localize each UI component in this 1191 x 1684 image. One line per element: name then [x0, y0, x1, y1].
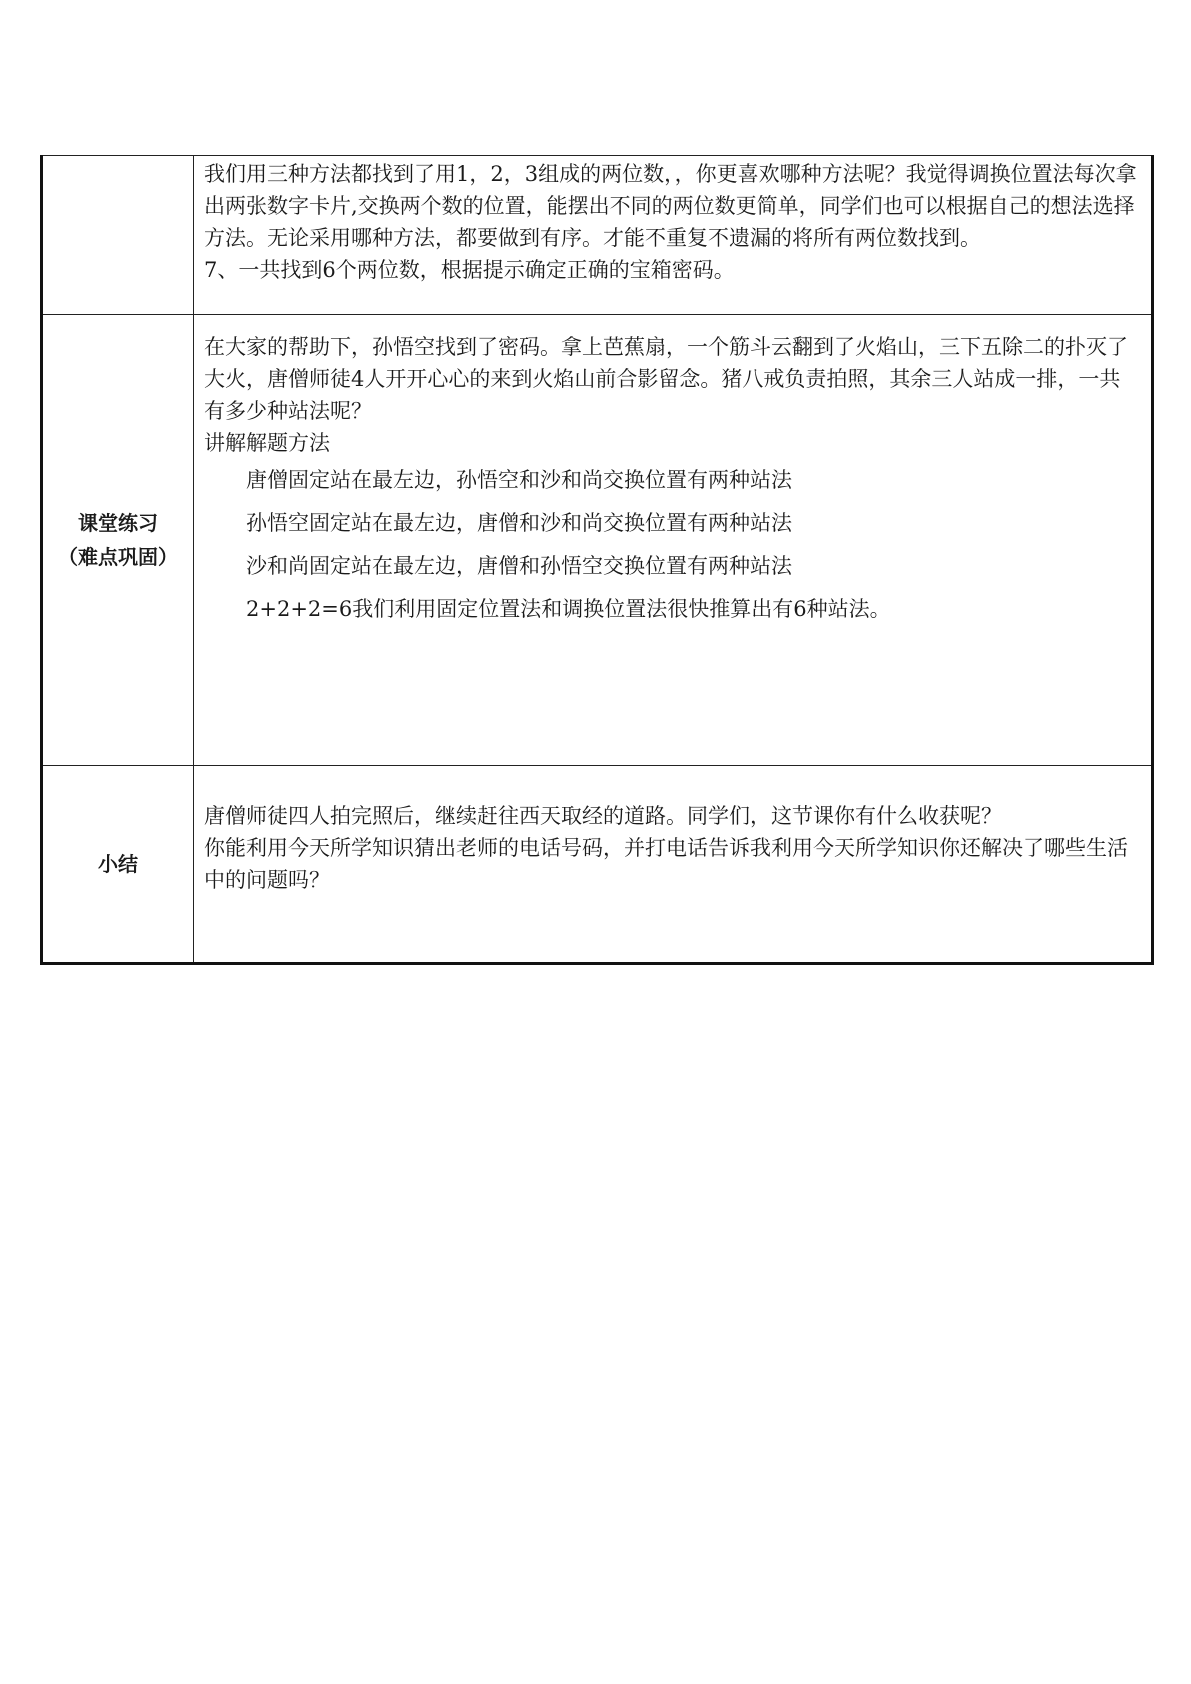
paragraph: 讲解解题方法 — [204, 431, 330, 455]
indented-paragraph: 孙悟空固定站在最左边，唐僧和沙和尚交换位置有两种站法 — [246, 511, 792, 535]
row-label-cell — [42, 156, 194, 315]
row-content-cell — [194, 766, 1153, 964]
paragraph: 我们用三种方法都找到了用1，2，3组成的两位数，，你更喜欢哪种方法呢？我觉得调换位置法每次拿出两张数字卡片,交换两个数的位置，能摆出不同的两位数更简单，同学们也可以根据自己的想法选择方法。无论采用哪种方法，都要做到有序。才能不重复不遗漏的将所有两位数找到。 — [204, 162, 1137, 250]
indented-paragraph: 2+2+2=6我们利用固定位置法和调换位置法很快推算出有6种站法。 — [246, 597, 891, 621]
paragraph: 7、一共找到6个两位数，根据提示确定正确的宝箱密码。 — [204, 258, 735, 282]
section-label: 课堂练习 — [78, 511, 158, 535]
row-label-cell — [42, 766, 194, 964]
section-sublabel: （难点巩固） — [58, 545, 178, 569]
row-label-cell — [42, 315, 194, 766]
row-content-cell — [194, 156, 1153, 315]
row-content-cell — [194, 315, 1153, 766]
indented-paragraph: 沙和尚固定站在最左边，唐僧和孙悟空交换位置有两种站法 — [246, 554, 792, 578]
paragraph: 你能利用今天所学知识猜出老师的电话号码，并打电话告诉我利用今天所学知识你还解决了哪些生活中的问题吗？ — [204, 836, 1128, 892]
table-row — [42, 156, 1153, 315]
paragraph: 在大家的帮助下，孙悟空找到了密码。拿上芭蕉扇，一个筋斗云翻到了火焰山，三下五除二的扑灭了大火，唐僧师徒4人开开心心的来到火焰山前合影留念。猪八戒负责拍照，其余三人站成一排，一共有多少种站法呢？ — [204, 335, 1128, 423]
paragraph: 唐僧师徒四人拍完照后，继续赶往西天取经的道路。同学们，这节课你有什么收获呢？ — [204, 804, 1002, 828]
section-label: 小结 — [98, 852, 138, 876]
table-row — [42, 315, 1153, 766]
indented-paragraph: 唐僧固定站在最左边，孙悟空和沙和尚交换位置有两种站法 — [246, 468, 792, 492]
lesson-plan-table — [40, 155, 1154, 965]
table-row — [42, 766, 1153, 964]
